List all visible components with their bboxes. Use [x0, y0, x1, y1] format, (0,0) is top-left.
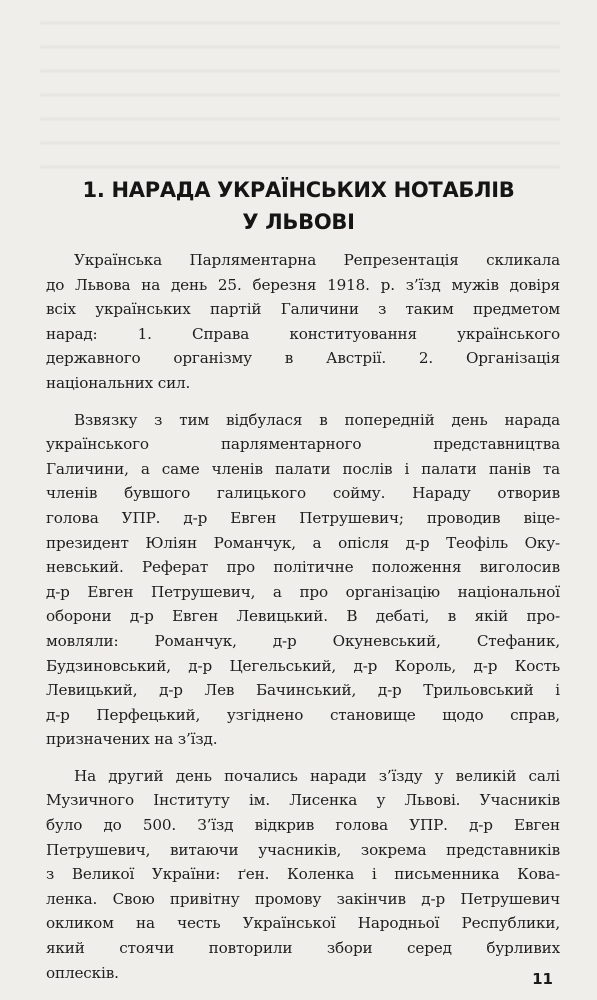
- text-line: мовляли: Романчук, д-р Окуневський, Стефаник,: [46, 631, 560, 650]
- chapter-title-line-1: 1. НАРАДА УКРАЇНСЬКИХ НОТАБЛІВ: [82, 178, 515, 202]
- text-line: до Львова на день 25. березня 1918. р. з’їзд мужів довіря: [46, 275, 560, 294]
- text-line: призначених на з’їзд.: [46, 730, 218, 749]
- text-line: національних сил.: [46, 373, 191, 392]
- text-line: всіх українських партій Галичини з таким предметом: [46, 300, 560, 319]
- paragraph: [46, 248, 560, 396]
- text-line: д-р Перфецький, узгіднено становище щодо справ,: [46, 705, 560, 724]
- text-line: На другий день почались наради з’їзду у великій салі: [74, 766, 560, 785]
- text-line: Петрушевич, витаючи учасників, зокрема представників: [46, 840, 560, 859]
- text-line: президент Юліян Романчук, а опісля д-р Теофіль Оку-: [46, 533, 560, 552]
- text-line: Галичини, а саме членів палати послів і палати панів та: [46, 459, 560, 478]
- paragraph: [46, 764, 560, 985]
- text-line: Взвязку з тим відбулася в попередній день нарада: [74, 410, 560, 429]
- text-line: ленка. Свою привітну промову закінчив д-р Петрушевич: [46, 889, 560, 908]
- text-line: який стоячи повторили збори серед бурливих: [46, 939, 560, 958]
- text-line: державного організму в Австрії. 2. Організація: [46, 349, 560, 368]
- text-line: було до 500. З’їзд відкрив голова УПР. д-р Евген: [46, 816, 560, 835]
- text-line: оплесків.: [46, 963, 119, 982]
- text-line: оборони д-р Евген Левицький. В дебаті, в якій про-: [46, 607, 560, 626]
- page-number: 11: [532, 970, 553, 988]
- text-line: українського парляментарного представництва: [46, 435, 560, 454]
- text-line: окликом на честь Української Народньої Республики,: [46, 914, 560, 933]
- text-line: нарад: 1. Справа конституовання українського: [46, 324, 560, 343]
- text-line: д-р Евген Петрушевич, а про організацію національної: [46, 582, 560, 601]
- text-line: Музичного Інституту ім. Лисенка у Львові. Учасників: [46, 791, 560, 810]
- text-line: членів бувшого галицького сойму. Нараду отворив: [46, 484, 560, 503]
- text-line: Будзиновський, д-р Цегельський, д-р Король, д-р Кость: [46, 656, 560, 675]
- body-text: [46, 248, 560, 997]
- show-through-text: [40, 22, 560, 172]
- text-line: невський. Реферат про політичне положення виголосив: [46, 558, 560, 577]
- text-line: з Великої України: ґен. Коленка і письменника Кова-: [46, 865, 560, 884]
- chapter-title-line-2: У ЛЬВОВІ: [242, 210, 355, 234]
- text-line: Левицький, д-р Лев Бачинський, д-р Трильовський і: [46, 681, 560, 700]
- text-line: голова УПР. д-р Евген Петрушевич; проводив віце-: [46, 508, 560, 527]
- paragraph: [46, 408, 560, 752]
- text-line: Українська Парляментарна Репрезентація скликала: [74, 251, 560, 269]
